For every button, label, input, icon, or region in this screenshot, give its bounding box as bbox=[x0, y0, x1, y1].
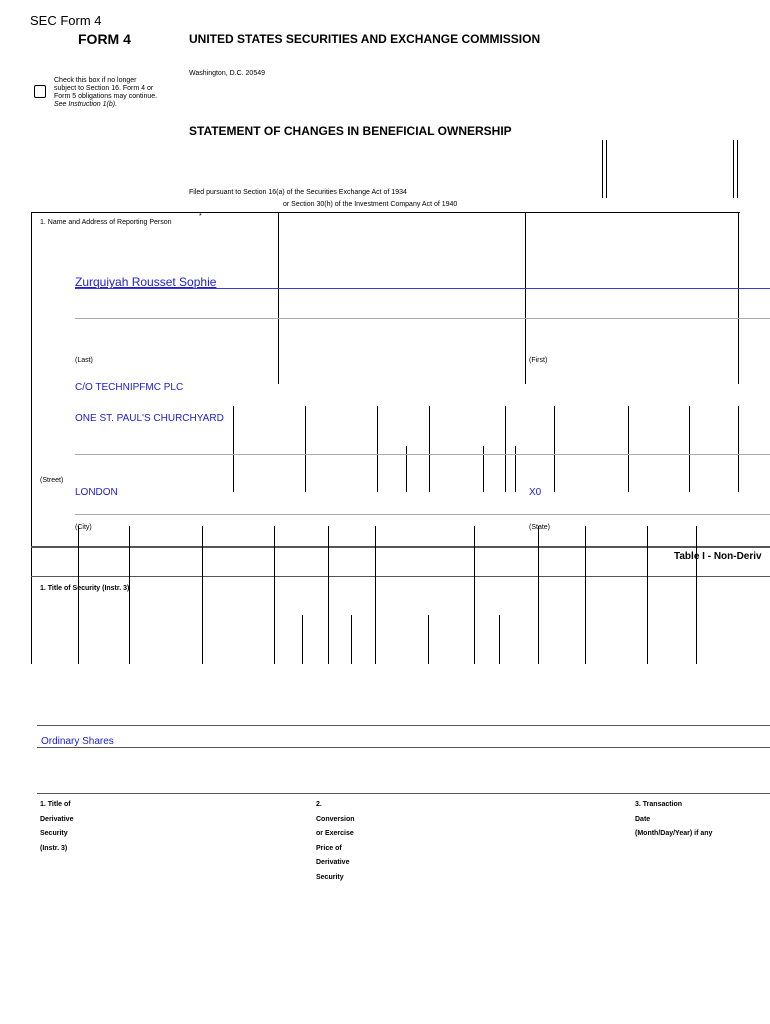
table1-column-line bbox=[499, 615, 500, 664]
filed-pursuant-line-1: Filed pursuant to Section 16(a) of the Securities Exchange Act of 1934 bbox=[189, 189, 407, 196]
table1-column-line bbox=[129, 526, 130, 664]
statement-title: STATEMENT OF CHANGES IN BENEFICIAL OWNERSHIP bbox=[189, 124, 512, 138]
address-line-2: ONE ST. PAUL'S CHURCHYARD bbox=[75, 413, 224, 424]
city-input-rule bbox=[75, 514, 770, 515]
table1-col1-header: 1. Title of Security (Instr. 3) bbox=[40, 585, 130, 592]
table1-header-rule bbox=[31, 576, 770, 577]
column-divider bbox=[377, 406, 378, 492]
city-value: LONDON bbox=[75, 487, 118, 498]
table2-col2-line5: Derivative bbox=[316, 859, 350, 866]
reporting-person-name-link[interactable]: Zurquiyah Rousset Sophie bbox=[75, 275, 217, 289]
table2-col3-line2: Date bbox=[635, 816, 651, 823]
street-label: (Street) bbox=[40, 477, 64, 484]
table1-column-line bbox=[202, 526, 203, 664]
column-divider bbox=[305, 406, 306, 492]
table1-column-line bbox=[375, 526, 376, 664]
column-divider bbox=[505, 406, 506, 492]
table1-column-line bbox=[474, 526, 475, 664]
column-divider bbox=[483, 446, 484, 492]
first-label: (First) bbox=[529, 357, 548, 364]
table2-col2-line1: 2. bbox=[316, 801, 322, 808]
agency-title: UNITED STATES SECURITIES AND EXCHANGE COMMISSION bbox=[189, 32, 541, 46]
column-divider bbox=[515, 446, 516, 492]
table2-col3-line1: 3. Transaction bbox=[635, 801, 683, 808]
table1-column-line bbox=[585, 526, 586, 664]
sec-form-label: SEC Form 4 bbox=[30, 13, 102, 28]
section-top-rule bbox=[31, 212, 740, 213]
filed-pursuant-line-2: or Section 30(h) of the Investment Company Act of 1940 bbox=[283, 201, 458, 208]
name-row-rule bbox=[75, 288, 770, 289]
table1-column-line bbox=[302, 615, 303, 664]
city-label: (City) bbox=[75, 524, 92, 531]
column-divider bbox=[738, 406, 739, 492]
column-divider bbox=[554, 406, 555, 492]
name-input-rule bbox=[75, 318, 770, 319]
table2-col2-line3: or Exercise bbox=[316, 830, 354, 837]
table1-row-rule bbox=[37, 747, 770, 748]
table2-col2-line6: Security bbox=[316, 874, 344, 881]
column-divider bbox=[406, 446, 407, 492]
table1-column-line bbox=[428, 615, 429, 664]
state-value: X0 bbox=[529, 487, 542, 498]
table1-column-line bbox=[538, 526, 539, 664]
column-divider bbox=[429, 406, 430, 492]
agency-location: Washington, D.C. 20549 bbox=[189, 70, 266, 77]
table1-row1-security: Ordinary Shares bbox=[41, 736, 114, 747]
omb-box-divider bbox=[737, 140, 738, 198]
checkbox-line-2: subject to Section 16. Form 4 or bbox=[54, 85, 154, 92]
table2-top-rule bbox=[37, 793, 770, 794]
table1-row-rule bbox=[37, 725, 770, 726]
table1-column-line bbox=[78, 526, 79, 664]
last-label: (Last) bbox=[75, 357, 93, 364]
column-divider bbox=[738, 212, 739, 384]
table1-column-line bbox=[274, 526, 275, 664]
table1-column-line bbox=[328, 526, 329, 664]
column-divider bbox=[689, 406, 690, 492]
table2-col2-line4: Price of bbox=[316, 845, 342, 852]
table2-col1-line3: Security bbox=[40, 830, 68, 837]
table2-col3-line3: (Month/Day/Year) if any bbox=[635, 830, 713, 837]
column-divider bbox=[628, 406, 629, 492]
form-title: FORM 4 bbox=[78, 31, 131, 47]
checkbox-line-3: Form 5 obligations may continue. bbox=[54, 93, 158, 100]
table2-col1-line2: Derivative bbox=[40, 816, 74, 823]
column-divider bbox=[233, 406, 234, 492]
table2-col2-line2: Conversion bbox=[316, 816, 355, 823]
table1-column-line bbox=[647, 526, 648, 664]
state-label: (State) bbox=[529, 524, 551, 531]
no-longer-subject-checkbox[interactable] bbox=[34, 85, 46, 98]
table1-column-line bbox=[351, 615, 352, 664]
asterisk-marker: * bbox=[199, 213, 202, 220]
reporting-person-label: 1. Name and Address of Reporting Person bbox=[40, 219, 172, 226]
column-divider bbox=[525, 212, 526, 384]
table1-title: Table I - Non-Deriv bbox=[674, 551, 762, 562]
checkbox-line-1: Check this box if no longer bbox=[54, 77, 137, 84]
address-line-1: C/O TECHNIPFMC PLC bbox=[75, 382, 184, 393]
table1-column-line bbox=[696, 526, 697, 664]
checkbox-line-4: See Instruction 1(b). bbox=[54, 101, 118, 108]
omb-box-divider bbox=[733, 140, 734, 198]
omb-box-divider bbox=[602, 140, 603, 198]
street-input-rule bbox=[75, 454, 770, 455]
form-left-border bbox=[31, 212, 32, 664]
table2-col1-line4: (Instr. 3) bbox=[40, 845, 68, 852]
table2-col1-line1: 1. Title of bbox=[40, 801, 71, 808]
table1-top-rule bbox=[31, 546, 770, 548]
column-divider bbox=[278, 212, 279, 384]
omb-box-divider bbox=[606, 140, 607, 198]
